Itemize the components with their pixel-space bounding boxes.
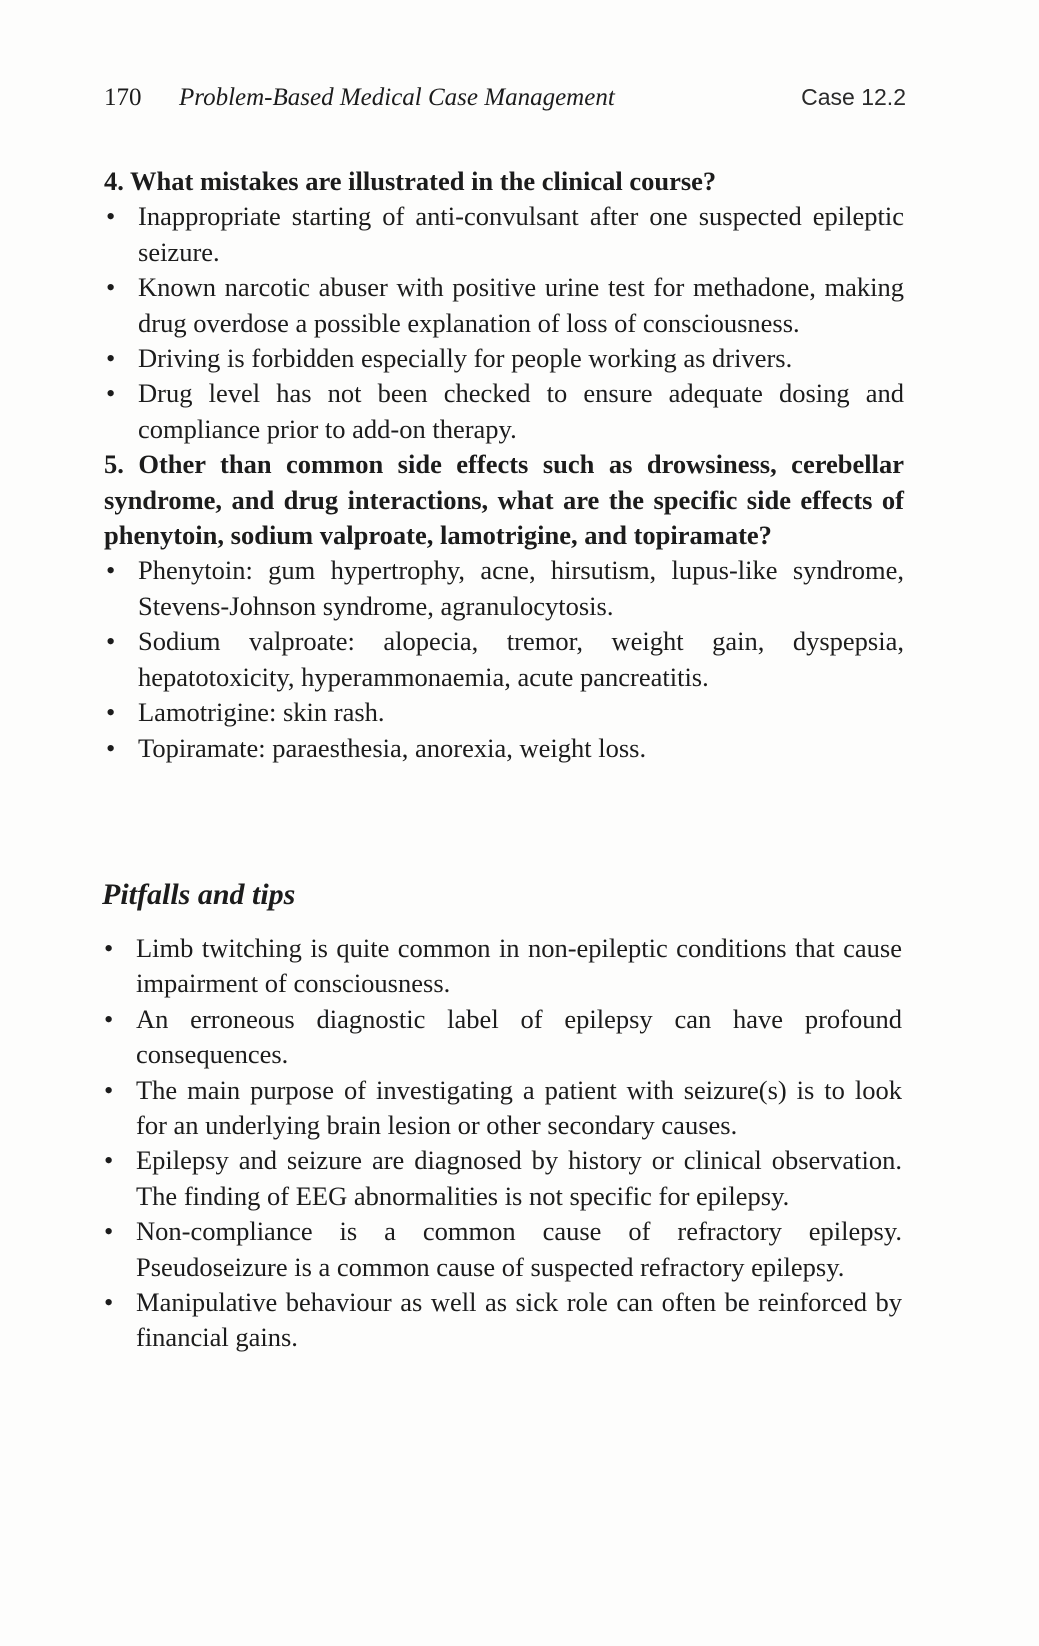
list-item-text: The main purpose of investigating a patient with seizure(s) is to look for an underlying brain lesion or other secondary causes.: [136, 1074, 902, 1141]
list-item-text: Limb twitching is quite common in non-epileptic conditions that cause impairment of consciousness.: [136, 933, 902, 999]
page-number: 170: [104, 84, 142, 111]
list-item-text: Drug level has not been checked to ensure adequate dosing and compliance prior to add-on therapy.: [138, 378, 904, 444]
question-4: 4. What mistakes are illustrated in the clinical course?: [104, 166, 717, 196]
pitfalls-and-tips: [102, 931, 902, 1356]
bullet-icon: •: [104, 933, 114, 963]
list-item-text: Topiramate: paraesthesia, anorexia, weight loss.: [138, 732, 647, 763]
list-item: [104, 553, 904, 624]
list-item-text: Sodium valproate: alopecia, tremor, weight gain, dyspepsia, hepatotoxicity, hyperammonaemia, acute pancreatitis.: [138, 626, 904, 692]
bullet-icon: •: [104, 1074, 114, 1105]
list-item: [102, 1214, 902, 1285]
list-item: [104, 199, 904, 270]
list-item: [104, 624, 904, 695]
list-item-text: An erroneous diagnostic label of epilepsy can have profound consequences.: [136, 1003, 902, 1070]
case-discussion: [104, 164, 904, 766]
list-item-text: Phenytoin: gum hypertrophy, acne, hirsutism, lupus-like syndrome, Stevens-Johnson syndrome, agranulocytosis.: [138, 555, 904, 621]
list-item: [104, 270, 904, 341]
question-4-answers: [104, 199, 904, 447]
section-heading: Pitfalls and tips: [102, 878, 296, 911]
tips-list: [102, 931, 902, 1356]
list-item: [102, 931, 902, 1002]
running-header: [104, 84, 904, 118]
list-item-text: Non-compliance is a common cause of refractory epilepsy. Pseudoseizure is a common cause of suspected refractory epilepsy.: [136, 1216, 902, 1282]
list-item-text: Driving is forbidden especially for people working as drivers.: [138, 343, 793, 374]
list-item-text: Known narcotic abuser with positive urine test for methadone, making drug overdose a possible explanation of loss of consciousness.: [138, 272, 904, 338]
bullet-icon: •: [106, 555, 116, 586]
list-item-text: Manipulative behaviour as well as sick role can often be reinforced by financial gains.: [136, 1287, 902, 1353]
bullet-icon: •: [106, 732, 116, 763]
bullet-icon: •: [104, 1145, 114, 1176]
list-item: [102, 1073, 902, 1144]
bullet-icon: •: [106, 697, 116, 728]
list-item-text: Lamotrigine: skin rash.: [138, 697, 385, 728]
list-item: [104, 731, 904, 766]
bullet-icon: •: [106, 626, 116, 657]
case-label: Case 12.2: [801, 84, 906, 110]
bullet-icon: •: [104, 1216, 114, 1247]
bullet-icon: •: [106, 378, 116, 409]
book-title: Problem-Based Medical Case Management: [179, 84, 615, 111]
list-item: [102, 1285, 902, 1356]
bullet-icon: •: [106, 201, 116, 232]
list-item: [102, 1002, 902, 1073]
bullet-icon: •: [104, 1287, 114, 1318]
list-item: [102, 1143, 902, 1214]
list-item: [104, 376, 904, 447]
bullet-icon: •: [104, 1003, 114, 1034]
bullet-icon: •: [106, 343, 116, 374]
bullet-icon: •: [106, 272, 116, 303]
list-item-text: Inappropriate starting of anti-convulsant after one suspected epileptic seizure.: [138, 201, 904, 267]
question-5: 5. Other than common side effects such as drowsiness, cerebellar syndrome, and drug interactions, what are the specific side effects of phenytoin, sodium valproate, lamotrigine, and topiramate?: [104, 449, 904, 551]
list-item: [104, 695, 904, 730]
list-item-text: Epilepsy and seizure are diagnosed by history or clinical observation. The finding of EEG abnormalities is not specific for epilepsy.: [136, 1145, 902, 1211]
list-item: [104, 341, 904, 376]
question-5-answers: [104, 553, 904, 765]
